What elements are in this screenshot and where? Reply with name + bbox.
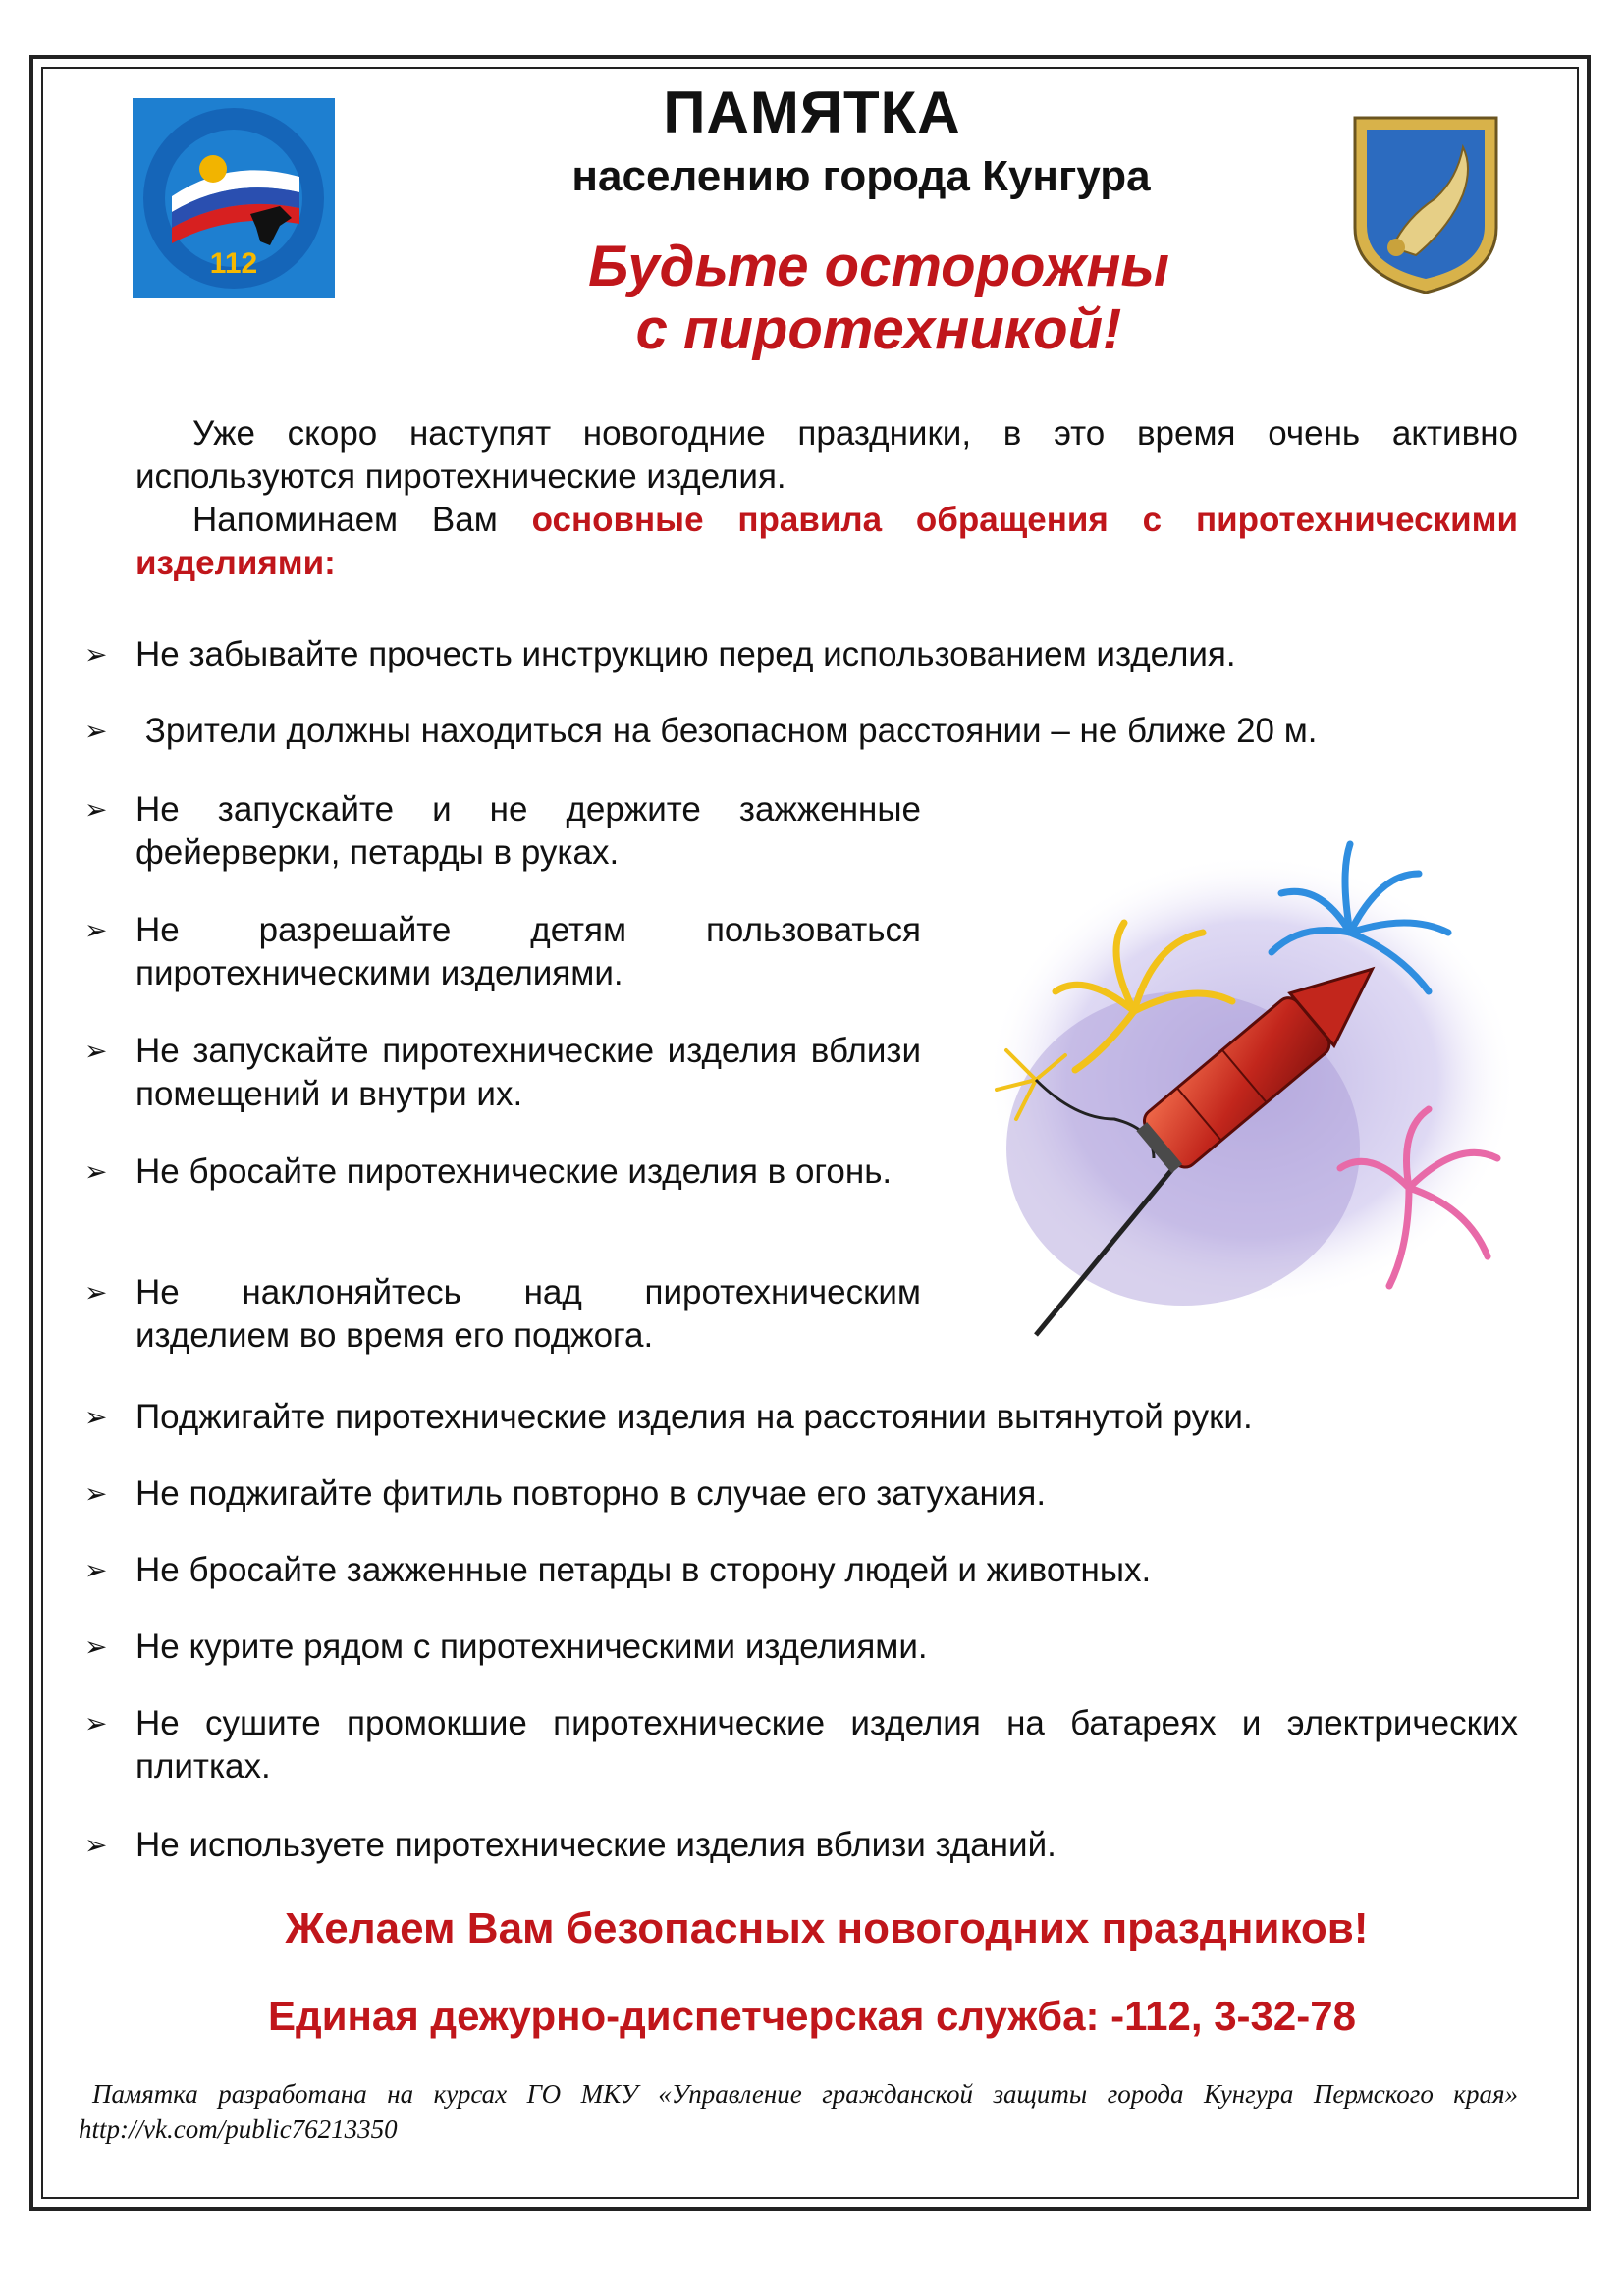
arrow-bullet-icon: ➢ [84, 1631, 108, 1662]
closing-wish: Желаем Вам безопасных новогодних праздников! [285, 1904, 1369, 1952]
arrow-bullet-icon: ➢ [84, 1478, 108, 1509]
svg-text:112: 112 [209, 247, 258, 280]
rule-text: Не забывайте прочесть инструкцию перед использованием изделия. [135, 635, 1236, 673]
rule-text: Не наклоняйтесь над пиротехническим изделием во время его поджога. [135, 1273, 921, 1355]
footnote: Памятка разработана на курсах ГО МКУ «Управление гражданской защиты города Кунгура Пермского края» http://vk.com/public76213350 [79, 2079, 1518, 2144]
arrow-bullet-icon: ➢ [84, 1830, 108, 1860]
intro-paragraph-2 [135, 499, 1518, 585]
arrow-bullet-icon: ➢ [84, 1402, 108, 1432]
arrow-bullet-icon: ➢ [84, 915, 108, 945]
page-subtitle: населению города Кунгура [571, 152, 1151, 200]
intro-paragraph-1: Уже скоро наступят новогодние праздники, в это время очень активно используются пиротехнические изделия. [135, 414, 1518, 496]
slogan-line-2: с пиротехникой! [635, 297, 1122, 361]
arrow-bullet-icon: ➢ [84, 639, 108, 669]
arrow-bullet-icon: ➢ [84, 1156, 108, 1187]
emergency-phone: Единая дежурно-диспетчерская служба: -112, 3-32-78 [268, 1993, 1356, 2039]
rule-text: Не бросайте пиротехнические изделия в огонь. [135, 1152, 893, 1191]
arrow-bullet-icon: ➢ [84, 1277, 108, 1308]
intro-highlight: основные правила обращения с пиротехническими изделиями: [135, 501, 1518, 582]
intro-lead: Напоминаем Вам [192, 501, 532, 539]
rule-text: Не бросайте зажженные петарды в сторону людей и животных. [135, 1551, 1152, 1589]
rule-text: Не запускайте и не держите зажженные фейерверки, петарды в руках. [135, 790, 921, 872]
arrow-bullet-icon: ➢ [84, 1555, 108, 1585]
rule-text: Поджигайте пиротехнические изделия на расстоянии вытянутой руки. [135, 1398, 1253, 1436]
page-title: ПАМЯТКА [663, 80, 961, 145]
rule-text: Не поджигайте фитиль повторно в случае его затухания. [135, 1474, 1047, 1513]
arrow-bullet-icon: ➢ [84, 794, 108, 825]
firework-rocket-illustration [957, 825, 1527, 1374]
rule-text: Зрители должны находиться на безопасном расстоянии – не ближе 20 м. [135, 712, 1318, 750]
rule-text: Не используете пиротехнические изделия вблизи зданий. [135, 1826, 1056, 1864]
intro-text [135, 412, 1518, 585]
slogan-line-1: Будьте осторожны [588, 235, 1169, 298]
arrow-bullet-icon: ➢ [84, 1036, 108, 1066]
rule-text: Не курите рядом с пиротехническими изделиями. [135, 1628, 928, 1666]
slogan [0, 236, 1624, 361]
arrow-bullet-icon: ➢ [84, 716, 108, 746]
arrow-bullet-icon: ➢ [84, 1708, 108, 1738]
rule-text: Не сушите промокшие пиротехнические изделия на батареях и электрических плитках. [135, 1704, 1518, 1786]
rule-text: Не разрешайте детям пользоваться пиротехническими изделиями. [135, 911, 921, 992]
rule-text: Не запускайте пиротехнические изделия вблизи помещений и внутри их. [135, 1032, 921, 1113]
